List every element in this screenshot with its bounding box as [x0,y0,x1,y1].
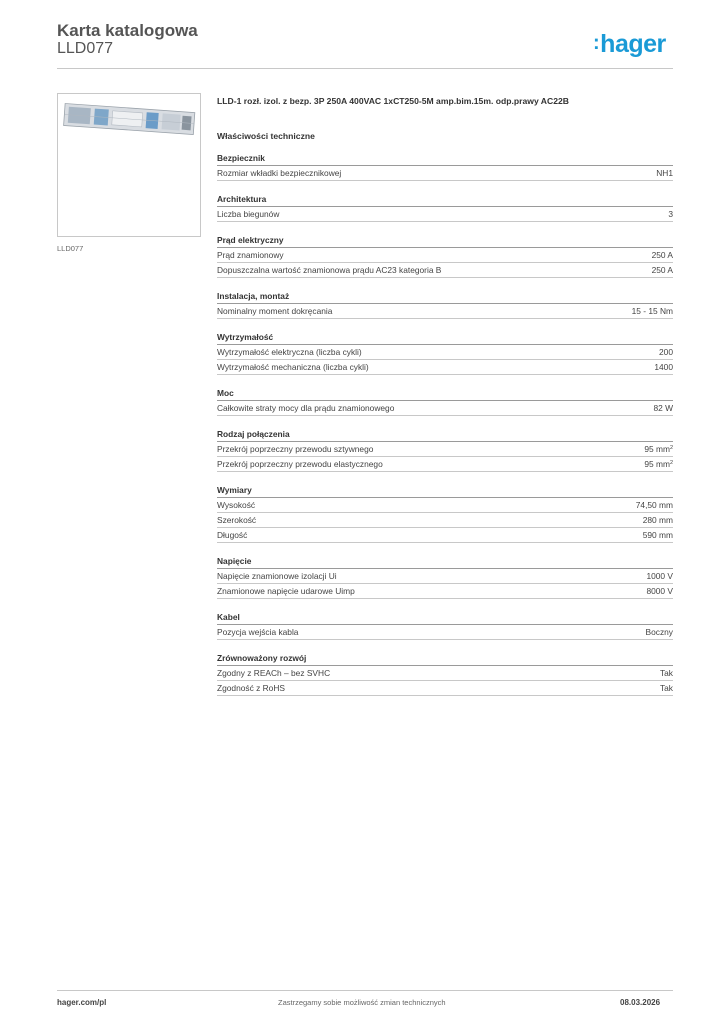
property-label: Wysokość [217,500,256,510]
property-row [217,498,673,513]
property-value [654,360,673,374]
property-row [217,166,673,181]
property-row [217,457,673,472]
property-value [656,166,673,180]
switch-disconnector-image [58,94,200,236]
property-section [217,388,673,416]
property-value-text: 95 mm [644,459,670,469]
hager-logo: :hager [593,30,666,58]
property-value-text: Tak [659,683,673,693]
footer-date: 08.03.2026 [620,998,661,1007]
property-label: Rozmiar wkładki bezpiecznikowej [217,168,342,178]
property-section [217,194,673,222]
property-row [217,360,673,375]
property-section [217,612,673,640]
page-title: Karta katalogowa [57,21,198,40]
property-row [217,528,673,543]
property-row [217,304,673,319]
property-row [217,513,673,528]
footer-notice: Zastrzegamy sobie możliwość zmian technicznych [278,998,446,1007]
property-value [646,584,673,598]
technical-content [217,96,673,709]
unit-superscript: 2 [669,460,673,466]
property-label: Przekrój poprzeczny przewodu sztywnego [217,444,374,454]
footer-divider [57,990,673,991]
property-value-text: 15 - 15 Nm [631,306,673,316]
property-row [217,666,673,681]
property-value-text: 280 mm [642,515,673,525]
section-heading: Architektura [217,194,673,207]
property-value-text: Boczny [645,627,673,637]
property-value-text: 95 mm [644,444,670,454]
section-heading: Kabel [217,612,673,625]
property-label: Szerokość [217,515,257,525]
property-value [643,513,673,527]
property-row [217,401,673,416]
property-value [646,625,673,639]
property-label: Nominalny moment dokręcania [217,306,333,316]
property-row [217,569,673,584]
property-label: Wytrzymałość elektryczna (liczba cykli) [217,347,362,357]
section-heading: Napięcie [217,556,673,569]
property-label: Wytrzymałość mechaniczna (liczba cykli) [217,362,369,372]
property-value-text: 3 [668,209,673,219]
property-section [217,332,673,375]
property-label: Długość [217,530,248,540]
properties-list [217,153,673,696]
property-value [636,498,673,512]
property-row [217,584,673,599]
property-row [217,442,673,457]
property-label: Pozycja wejścia kabla [217,627,299,637]
property-value [643,528,673,542]
property-label: Zgodność z RoHS [217,683,285,693]
property-value [668,207,673,221]
property-section [217,429,673,472]
property-value [660,666,673,680]
property-value [653,401,673,415]
property-section [217,556,673,599]
property-value [646,569,673,583]
property-value-text: 74,50 mm [635,500,673,510]
section-heading: Wymiary [217,485,673,498]
page-subtitle: LLD077 [57,40,114,57]
property-label: Przekrój poprzeczny przewodu elastycznego [217,459,383,469]
property-row [217,345,673,360]
product-title: LLD-1 rozł. izol. z bezp. 3P 250A 400VAC 1xCT250-5M amp.bim.15m. odp.prawy AC22B [217,96,569,106]
property-section [217,291,673,319]
section-heading: Prąd elektryczny [217,235,673,248]
property-row [217,263,673,278]
section-heading: Wytrzymałość [217,332,673,345]
section-heading: Moc [217,388,673,401]
property-row [217,625,673,640]
property-label: Napięcie znamionowe izolacji Ui [217,571,337,581]
image-caption: LLD077 [57,244,84,253]
property-row [217,248,673,263]
property-section [217,653,673,696]
properties-heading: Właściwości techniczne [217,131,315,141]
section-heading: Instalacja, montaż [217,291,673,304]
property-value-text: 1400 [654,362,673,372]
property-label: Prąd znamionowy [217,250,284,260]
property-section [217,235,673,278]
property-value [644,457,673,471]
product-image [57,93,201,237]
section-heading: Bezpiecznik [217,153,673,166]
property-value-text: 8000 V [646,586,673,596]
property-value [644,442,673,456]
property-value-text: 590 mm [642,530,673,540]
header-divider [57,68,673,69]
property-row [217,681,673,696]
property-value-text: 250 A [651,265,673,275]
property-value [659,345,673,359]
property-label: Całkowite straty mocy dla prądu znamionowego [217,403,395,413]
property-value [652,248,673,262]
property-value [632,304,673,318]
property-value-text: 1000 V [646,571,673,581]
property-label: Zgodny z REACh – bez SVHC [217,668,331,678]
property-value-text: 82 W [653,403,673,413]
section-heading: Rodzaj połączenia [217,429,673,442]
property-section [217,153,673,181]
property-value [652,263,673,277]
unit-superscript: 2 [669,445,673,451]
property-value-text: Tak [659,668,673,678]
logo-text: hager [600,30,666,58]
property-label: Liczba biegunów [217,209,280,219]
property-label: Dopuszczalna wartość znamionowa prądu AC23 kategoria B [217,265,442,275]
property-row [217,207,673,222]
footer-website: hager.com/pl [57,998,107,1007]
property-label: Znamionowe napięcie udarowe Uimp [217,586,355,596]
property-value-text: 250 A [651,250,673,260]
section-heading: Zrównoważony rozwój [217,653,673,666]
property-value [660,681,673,695]
property-value-text: NH1 [656,168,673,178]
property-section [217,485,673,543]
property-value-text: 200 [659,347,673,357]
